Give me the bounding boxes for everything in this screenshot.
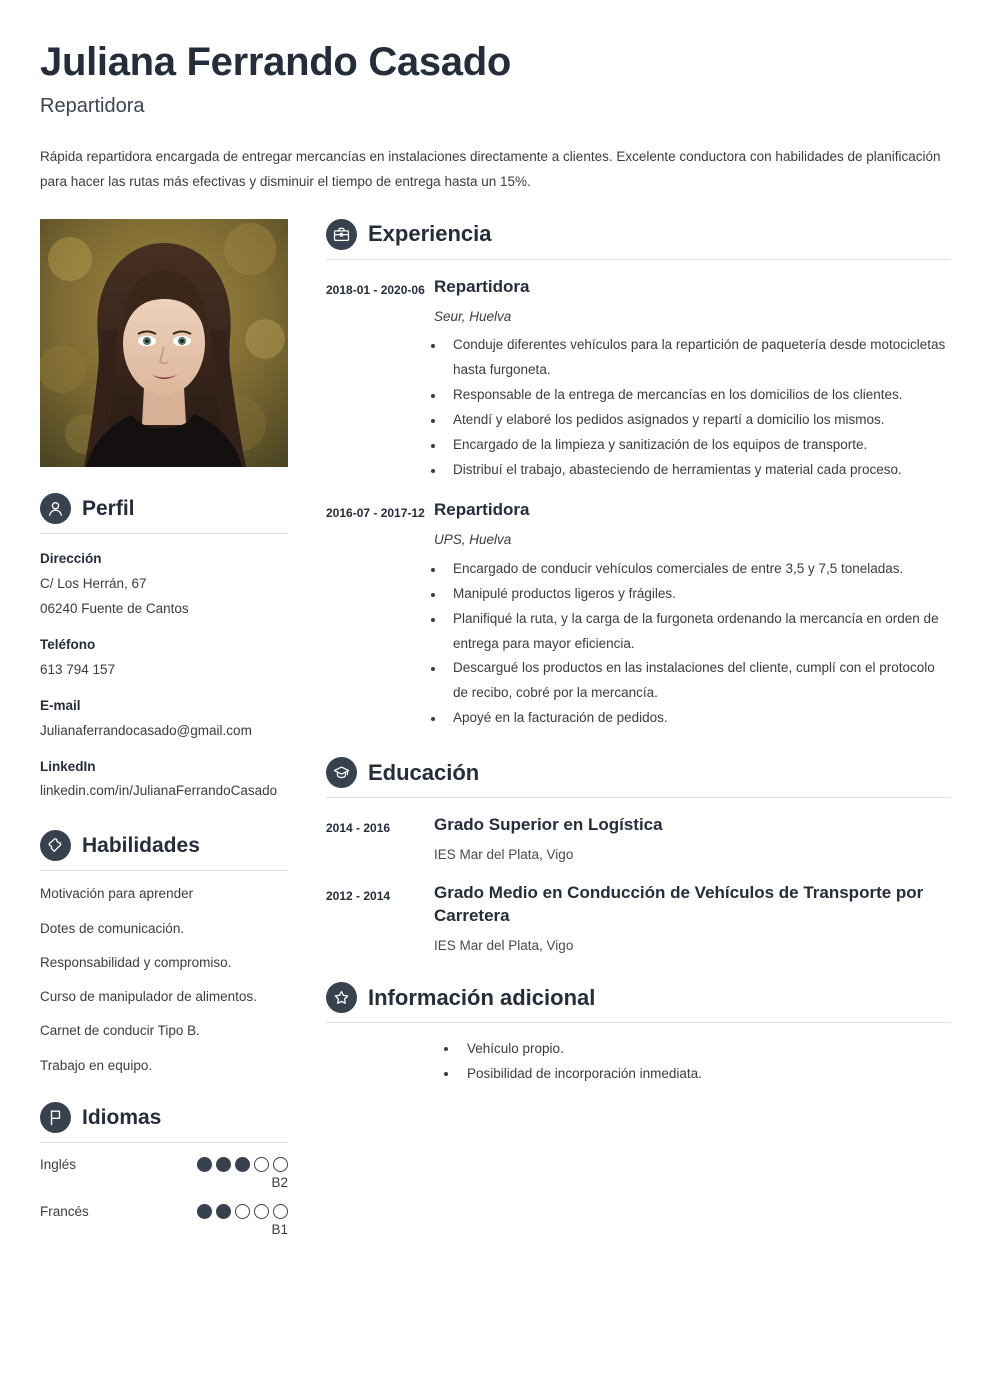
experience-entry [326, 499, 950, 731]
entry-date: 2018-01 - 2020-06 [326, 282, 425, 297]
section-divider [40, 1142, 288, 1143]
entry-bullets [434, 333, 950, 483]
list-item: • Conduje diferentes vehículos para la repartición de paquetería desde motocicletas hasta furgoneta. [445, 333, 950, 383]
rating-dot [197, 1157, 212, 1172]
list-item: • Encargado de la limpieza y sanitización de los equipos de transporte. [445, 433, 950, 458]
rating-dot [254, 1157, 269, 1172]
contact-value-street: C/ Los Herrán, 67 [40, 575, 147, 591]
list-item: • Posibilidad de incorporación inmediata. [459, 1062, 950, 1087]
list-item: Dotes de comunicación. [40, 920, 185, 936]
entry-employer: UPS, Huelva [434, 532, 512, 548]
rating-dot [235, 1157, 250, 1172]
section-divider [326, 1022, 950, 1023]
language-row [40, 1157, 288, 1190]
briefcase-icon [326, 219, 357, 250]
star-icon [326, 982, 357, 1013]
section-title: Idiomas [82, 1105, 162, 1129]
rating-dot [273, 1157, 288, 1172]
candidate-job-title: Repartidora [40, 94, 145, 117]
section-divider [40, 533, 288, 534]
list-item: Curso de manipulador de alimentos. [40, 989, 257, 1005]
education-entry [326, 882, 950, 956]
list-item: • Encargado de conducir vehículos comerciales de entre 3,5 y 7,5 toneladas. [445, 557, 950, 582]
resume-header [40, 40, 950, 195]
contact-label-phone: Teléfono [40, 636, 96, 652]
contact-details [40, 547, 288, 805]
main-content [326, 219, 950, 1088]
list-item: Responsabilidad y compromiso. [40, 954, 232, 970]
section-title: Experiencia [368, 221, 492, 247]
language-level: B2 [271, 1174, 288, 1190]
language-name: Inglés [40, 1156, 77, 1172]
section-title: Perfil [82, 496, 135, 520]
contact-value-city: 06240 Fuente de Cantos [40, 600, 189, 616]
contact-label-linkedin: LinkedIn [40, 758, 96, 774]
entry-bullets [434, 557, 950, 732]
section-divider [40, 870, 288, 871]
rating-dot [254, 1204, 269, 1219]
entry-title: Repartidora [434, 276, 530, 296]
list-item: • Responsable de la entrega de mercancías en los domicilios de los clientes. [445, 383, 950, 408]
experience-entry [326, 276, 950, 483]
puzzle-piece-icon [40, 830, 71, 861]
graduation-cap-icon [326, 757, 357, 788]
contact-value-email[interactable]: Julianaferrandocasado@gmail.com [40, 722, 252, 738]
section-experience [326, 219, 950, 732]
entry-title: Repartidora [434, 500, 530, 520]
entry-date: 2014 - 2016 [326, 821, 391, 836]
section-languages [40, 1102, 288, 1237]
professional-summary: Rápida repartidora encargada de entregar mercancías en instalaciones directamente a clientes. Excelente conductora con habilidades de planificación para hacer las rutas más efectivas y disminuir el tiempo de entrega hasta un 15%. [40, 148, 941, 189]
list-item: • Distribuí el trabajo, abasteciendo de herramientas y material cada proceso. [445, 458, 950, 483]
language-rating [197, 1204, 288, 1219]
rating-dot [235, 1204, 250, 1219]
list-item: Carnet de conducir Tipo B. [40, 1023, 200, 1039]
entry-date: 2016-07 - 2017-12 [326, 506, 425, 521]
list-item: • Apoyé en la facturación de pedidos. [445, 706, 950, 731]
entry-institution: IES Mar del Plata, Vigo [434, 937, 574, 953]
sidebar [40, 219, 288, 1251]
contact-value-linkedin[interactable]: linkedin.com/in/JulianaFerrandoCasado [40, 783, 278, 799]
section-divider [326, 797, 950, 798]
rating-dot [216, 1204, 231, 1219]
contact-label-email: E-mail [40, 697, 81, 713]
section-title: Habilidades [82, 834, 200, 858]
entry-institution: IES Mar del Plata, Vigo [434, 847, 574, 863]
contact-value-phone: 613 794 157 [40, 661, 116, 677]
section-education [326, 757, 950, 956]
list-item: • Planifiqué la ruta, y la carga de la furgoneta ordenando la mercancía en orden de entrega para mayor eficiencia. [445, 607, 950, 657]
language-row [40, 1204, 288, 1237]
list-item: • Descargué los productos en las instalaciones del cliente, cumplí con el protocolo de recibo, cobré por la mercancía. [445, 656, 950, 706]
section-additional-info [326, 982, 950, 1087]
language-rating [197, 1157, 288, 1172]
additional-info-list [326, 1037, 950, 1087]
list-item: • Manipulé productos ligeros y frágiles. [445, 582, 950, 607]
rating-dot [216, 1157, 231, 1172]
section-divider [326, 259, 950, 260]
entry-employer: Seur, Huelva [434, 308, 512, 324]
list-item: Trabajo en equipo. [40, 1057, 153, 1073]
candidate-name: Juliana Ferrando Casado [40, 40, 512, 84]
rating-dot [273, 1204, 288, 1219]
entry-title: Grado Superior en Logística [434, 815, 663, 835]
section-profile [40, 493, 288, 805]
language-level: B1 [271, 1221, 288, 1237]
flag-icon [40, 1102, 71, 1133]
skills-list [40, 884, 288, 1076]
list-item: Motivación para aprender [40, 886, 194, 902]
languages-list [40, 1157, 288, 1237]
candidate-photo [40, 219, 288, 467]
section-skills [40, 830, 288, 1076]
entry-date: 2012 - 2014 [326, 888, 391, 903]
entry-title: Grado Medio en Conducción de Vehículos de Transporte por Carretera [434, 882, 924, 925]
person-icon [40, 493, 71, 524]
list-item: • Vehículo propio. [459, 1037, 950, 1062]
education-entry [326, 814, 950, 866]
section-title: Educación [368, 759, 480, 785]
language-name: Francés [40, 1203, 89, 1219]
contact-label-address: Dirección [40, 550, 102, 566]
list-item: • Atendí y elaboré los pedidos asignados y repartí a domicilio los mismos. [445, 408, 950, 433]
section-title: Información adicional [368, 984, 596, 1010]
rating-dot [197, 1204, 212, 1219]
